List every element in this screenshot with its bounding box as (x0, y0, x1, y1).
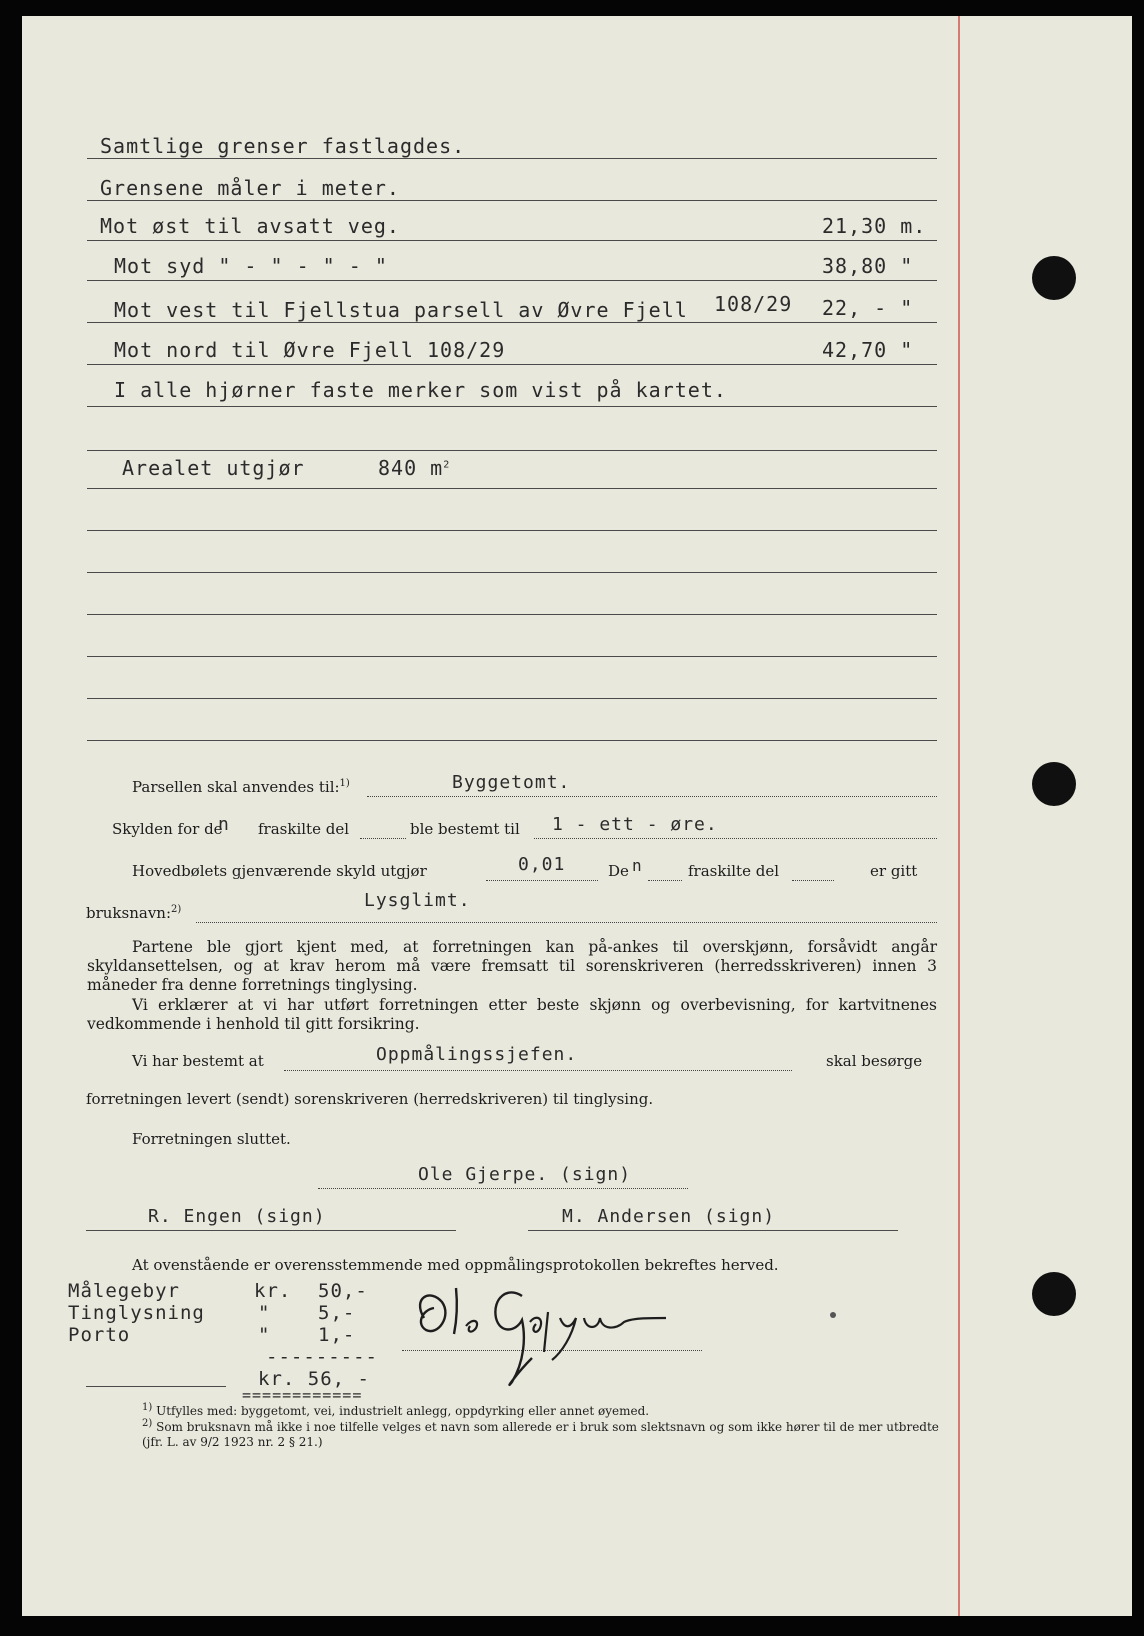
dotted-line (318, 1188, 688, 1189)
rule (87, 530, 937, 531)
right-signature: M. Andersen (sign) (562, 1206, 776, 1227)
fee-value: 5,- (318, 1302, 356, 1324)
rule (528, 1230, 898, 1231)
dotted-line (486, 880, 598, 881)
use-label: Parsellen skal anvendes til:$^{1)}$ (132, 778, 350, 796)
boundary-east-value: 21,30 m. (822, 214, 927, 238)
main-signature: Ole Gjerpe. (sign) (418, 1164, 632, 1185)
main-frask: fraskilte del (688, 862, 779, 880)
deliver-line-2: forretningen levert (sendt) sorenskriveren (herredskriveren) til tinglysing. (86, 1090, 654, 1108)
fee-label: Tinglysning (68, 1302, 205, 1324)
tax-value: 1 - ett - øre. (552, 814, 718, 835)
dotted-line (534, 838, 937, 839)
tax-label-c: ble bestemt til (410, 820, 520, 838)
rule (87, 614, 937, 615)
footnote-1: $^{1)}$ Utfylles med: byggetomt, vei, industrielt anlegg, oppdyrking eller annet øyemed. (142, 1402, 650, 1418)
rule (87, 158, 937, 159)
fee-total: kr. 56, - (258, 1368, 370, 1390)
rule (87, 406, 937, 407)
dotted-line (360, 838, 406, 839)
tax-label-b: fraskilte del (258, 820, 349, 838)
main-gitt: er gitt (870, 862, 918, 880)
boundary-north-value: 42,70 " (822, 338, 914, 362)
fee-label: Målegebyr (68, 1280, 180, 1302)
declaration-paragraph: Vi erklærer at vi har utført forretningen etter beste skjønn og overbevisning, for kartvitnenes vedkommende i henhold til gitt forsikring. (87, 996, 937, 1033)
fee-prefix: " (258, 1324, 271, 1346)
boundary-west-ref: 108/29 (714, 292, 793, 316)
closed-text: Forretningen sluttet. (132, 1130, 291, 1148)
boundary-south: Mot syd " - " - " - " (114, 254, 388, 278)
boundary-east: Mot øst til avsatt veg. (100, 214, 400, 238)
handwritten-signature (412, 1278, 672, 1398)
main-den: De (608, 862, 629, 880)
boundary-west: Mot vest til Fjellstua parsell av Øvre Fjell (114, 298, 688, 322)
rule (87, 322, 937, 323)
boundary-line-2: Grensene måler i meter. (100, 176, 400, 200)
rule (87, 488, 937, 489)
appeal-paragraph: Partene ble gjort kjent med, at forretningen kan på-ankes til overskjønn, forsåvidt angår skyldansettelsen, og at krav herom må være fremsatt til sorenskriveren (herredsskriveren) innen 3 måneder fra denne forretnings tinglysing. (87, 938, 937, 994)
left-signature: R. Engen (sign) (148, 1206, 326, 1227)
area-value: 840 $m^2$ (378, 456, 451, 480)
use-value: Byggetomt. (452, 772, 571, 793)
footnote-2: $^{2)}$ Som bruksnavn må ikke i noe tilfelle velges et navn som allerede er i bruk som slektsnavn og som ikke hører til de mer utbredte (jfr. L. av 9/2 1923 nr. 2 § 21.) (142, 1418, 939, 1449)
area-label: Arealet utgjør (122, 456, 305, 480)
boundary-line-1: Samtlige grenser fastlagdes. (100, 134, 466, 158)
fee-label: Porto (68, 1324, 131, 1346)
fee-prefix: kr. (254, 1280, 292, 1302)
punch-hole (1032, 1272, 1076, 1316)
rule (87, 364, 937, 365)
deliver-value: Oppmålingssjefen. (376, 1044, 578, 1065)
name-value: Lysglimt. (364, 890, 471, 911)
deliver-label-a: Vi har bestemt at (132, 1052, 264, 1070)
punch-hole (1032, 256, 1076, 300)
main-n: n (632, 856, 643, 875)
tax-fill-n: n (218, 814, 230, 835)
rule (87, 740, 937, 741)
dotted-line (367, 796, 937, 797)
rule (87, 656, 937, 657)
fee-value: 1,- (318, 1324, 356, 1346)
ink-dot (830, 1312, 836, 1318)
boundary-west-value: 22, - " (822, 296, 914, 320)
dotted-line (196, 922, 937, 923)
rule (86, 1230, 456, 1231)
boundary-markers: I alle hjørner faste merker som vist på kartet. (114, 378, 727, 402)
fee-dash: --------- (266, 1346, 378, 1368)
margin-line (958, 16, 960, 1616)
rule (87, 698, 937, 699)
rule (87, 572, 937, 573)
fee-double-rule: ============ (242, 1386, 363, 1404)
confirm-text: At ovenstående er overensstemmende med oppmålingsprotokollen bekreftes herved. (132, 1256, 779, 1274)
name-label: bruksnavn:$^{2)}$ (86, 904, 182, 922)
punch-hole (1032, 762, 1076, 806)
deliver-label-b: skal besørge (826, 1052, 923, 1070)
rule (87, 450, 937, 451)
fee-prefix: " (258, 1302, 271, 1324)
main-value: 0,01 (518, 854, 566, 875)
fee-value: 50,- (318, 1280, 368, 1302)
dotted-line (792, 880, 834, 881)
boundary-north: Mot nord til Øvre Fjell 108/29 (114, 338, 506, 362)
document-page (22, 16, 1132, 1616)
dotted-line (648, 880, 682, 881)
rule (87, 200, 937, 201)
tax-label-a: Skylden for de (112, 820, 223, 838)
rule (86, 1386, 226, 1387)
rule (87, 280, 937, 281)
dotted-line (284, 1070, 792, 1071)
rule (87, 240, 937, 241)
boundary-south-value: 38,80 " (822, 254, 914, 278)
main-label: Hovedbølets gjenværende skyld utgjør (132, 862, 427, 880)
